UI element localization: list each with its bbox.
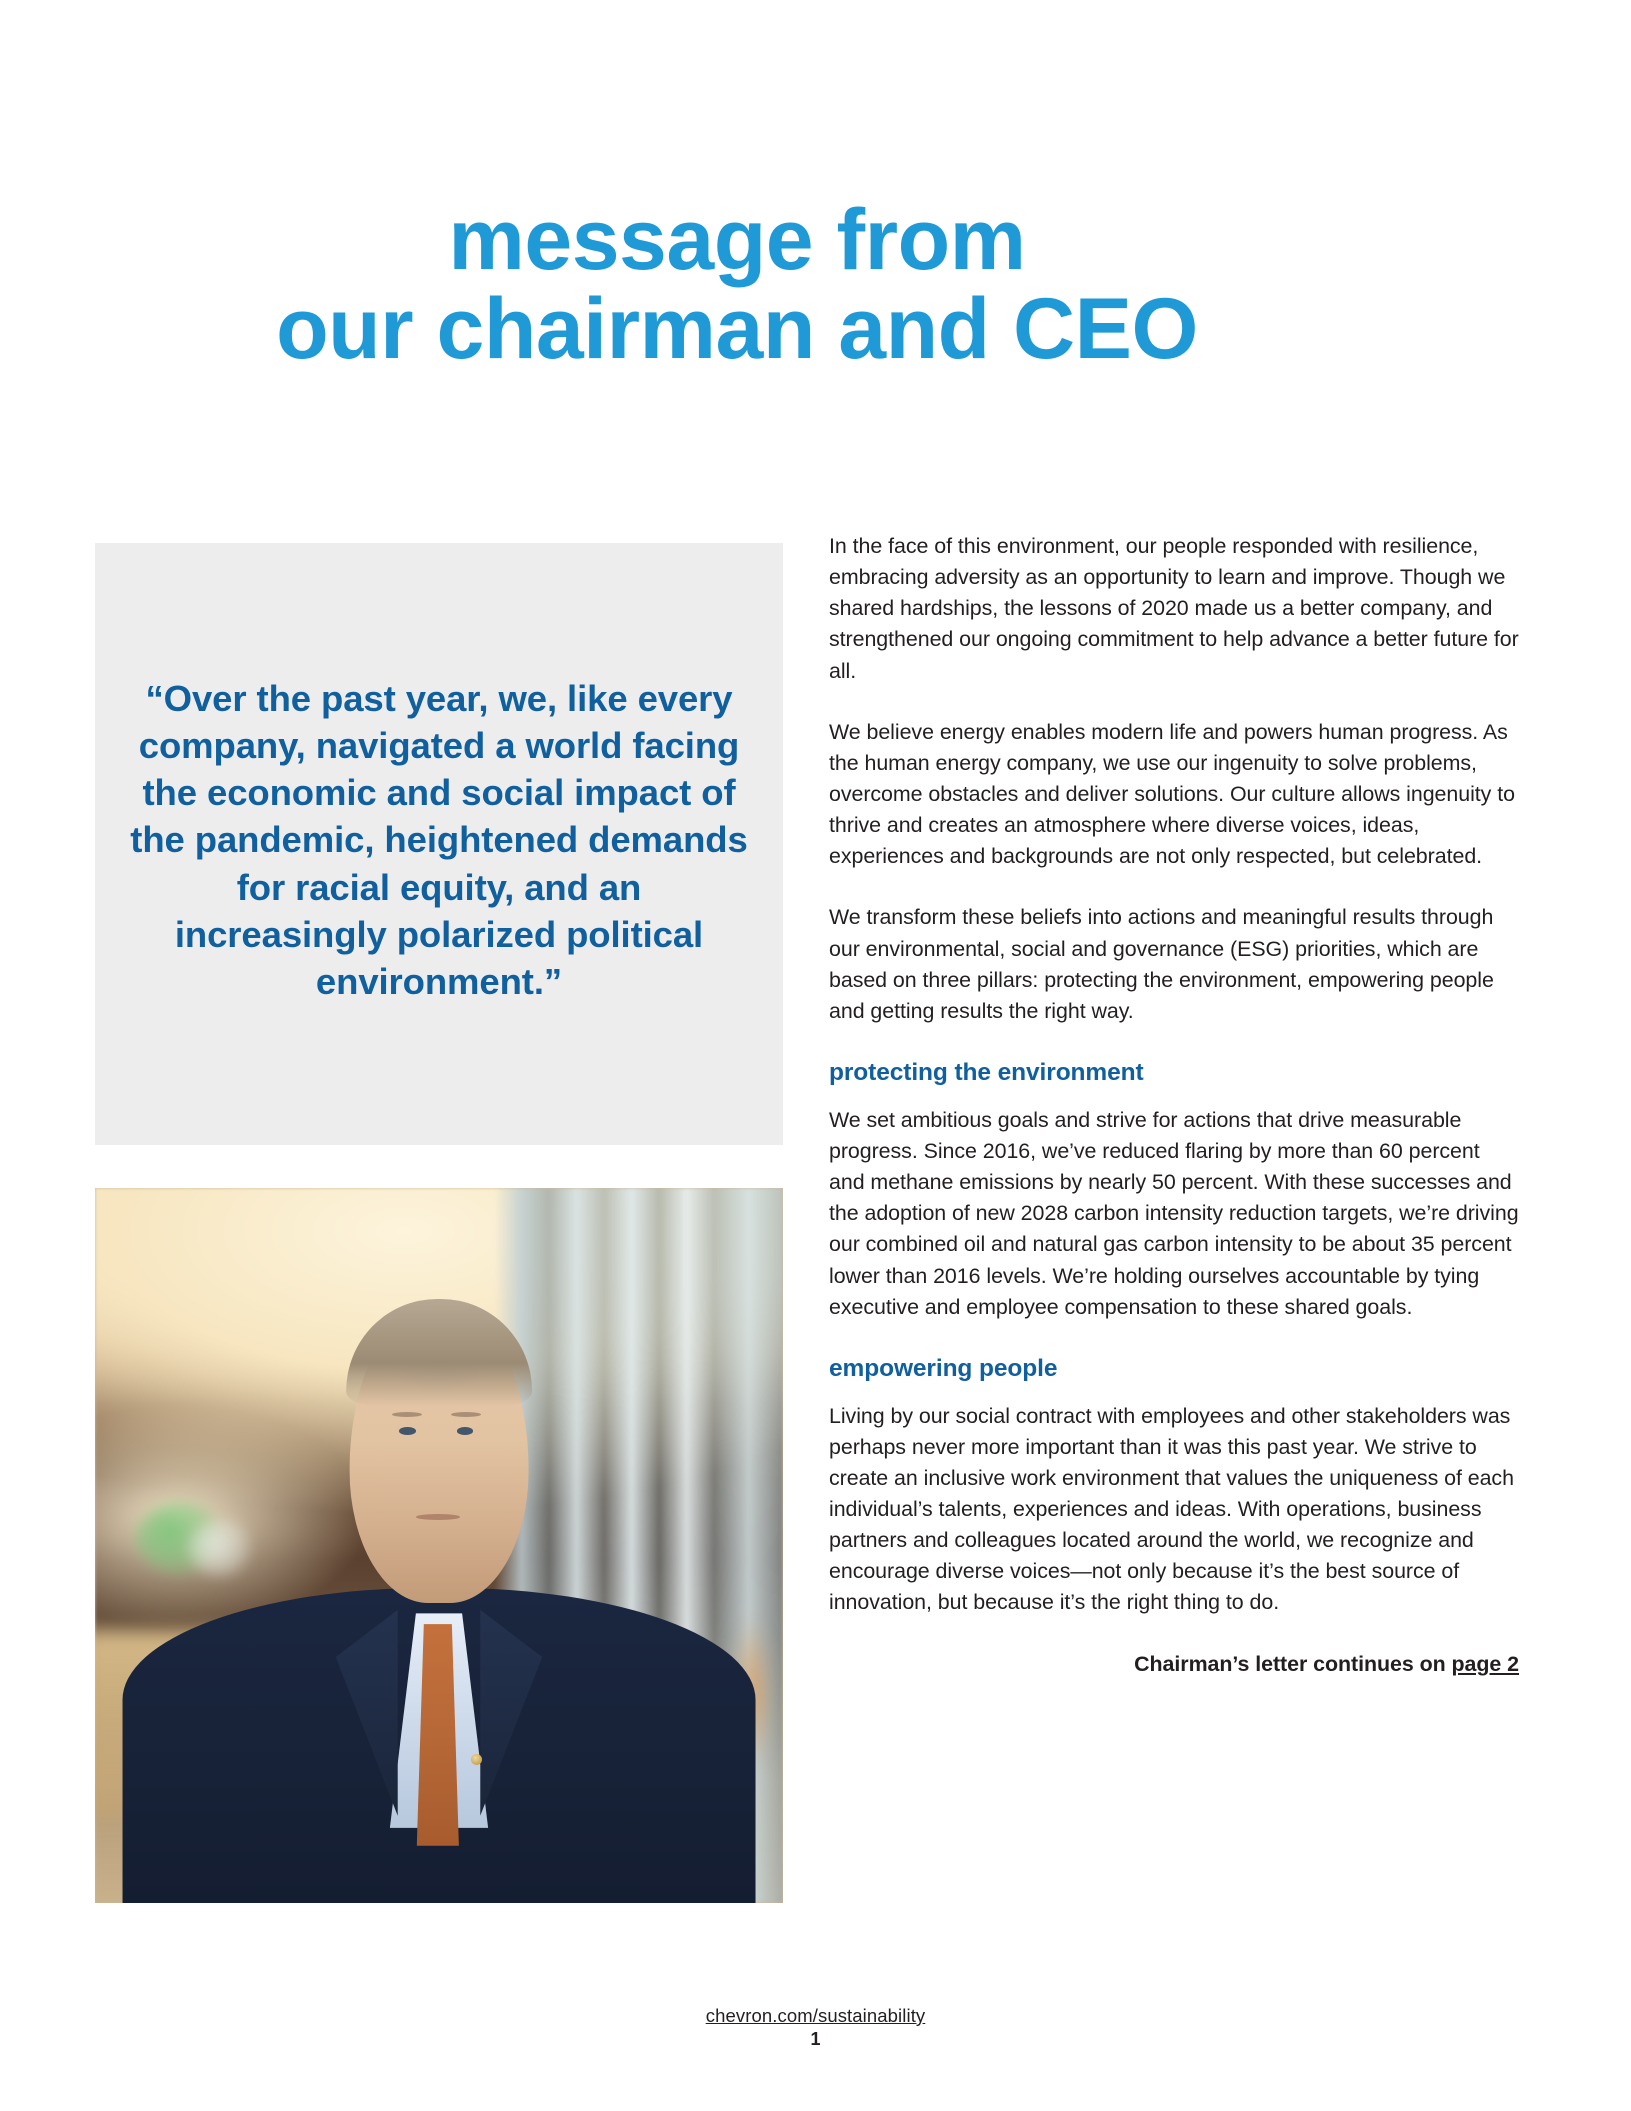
page-footer: [0, 2005, 1631, 2050]
continues-page-link[interactable]: page 2: [1451, 1651, 1519, 1676]
footer-url-link[interactable]: chevron.com/sustainability: [705, 2005, 926, 2026]
page-title-line-1: message from: [448, 192, 1026, 288]
section-body-empowering-people: Living by our social contract with employees and other stakeholders was perhaps never more important than it was this past year. We strive to create an inclusive work environment that values the uniqueness of each individual’s talents, experiences and ideas. With operations, business partners and colleagues located around the world, we recognize and encourage diverse voices—not only because it’s the best source of innovation, but because it’s the right thing to do.: [829, 1403, 1514, 1615]
section-body-protecting-the-environment: We set ambitious goals and strive for actions that drive measurable progress. Since 2016, we’ve reduced flaring by more than 60 percent and methane emissions by nearly 50 percent. With these successes and the adoption of new 2028 carbon intensity reduction targets, we’re driving our combined oil and natural gas carbon intensity to be about 35 percent lower than 2016 levels. We’re holding ourselves accountable by tying executive and employee compensation to these shared goals.: [829, 1107, 1519, 1319]
section-heading-protecting-the-environment: protecting the environment: [829, 1058, 1144, 1086]
body-paragraph-2: We believe energy enables modern life and powers human progress. As the human energy company, we use our ingenuity to solve problems, overcome obstacles and deliver solutions. Our culture allows ingenuity to thrive and creates an atmosphere where diverse voices, ideas, experiences and backgrounds are not only respected, but celebrated.: [829, 719, 1515, 869]
page-title: [0, 192, 1444, 378]
article-body: [829, 531, 1519, 1710]
page-title-line-2: our chairman and CEO: [276, 281, 1198, 378]
chairman-portrait-image: [95, 1188, 783, 1903]
body-paragraph-1: In the face of this environment, our people responded with resilience, embracing adversity as an opportunity to learn and improve. Though we shared hardships, the lessons of 2020 made us a better company, and strengthened our ongoing commitment to help advance a better future for all.: [829, 534, 1519, 683]
continues-note-text: Chairman’s letter continues on: [1134, 1651, 1452, 1676]
section-heading-empowering-people: empowering people: [829, 1354, 1058, 1382]
portrait-eyebrow-right: [451, 1412, 481, 1417]
pull-quote-box: [95, 543, 783, 1145]
body-paragraph-3: We transform these beliefs into actions and meaningful results through our environmental, social and governance (ESG) priorities, which are based on three pillars: protecting the environment, empowering people and getting results the right way.: [829, 905, 1494, 1023]
continues-note: [829, 1649, 1519, 1680]
portrait-eye-right: [457, 1427, 474, 1435]
portrait-mouth: [416, 1514, 460, 1520]
footer-page-number: 1: [810, 2029, 821, 2049]
pull-quote-text: “Over the past year, we, like every company, navigated a world facing the economic and social impact of the pandemic, heightened demands for racial equity, and an increasingly polarized political environment.”: [130, 678, 748, 1002]
portrait-eyebrow-left: [392, 1412, 422, 1417]
portrait-eye-left: [399, 1427, 416, 1435]
